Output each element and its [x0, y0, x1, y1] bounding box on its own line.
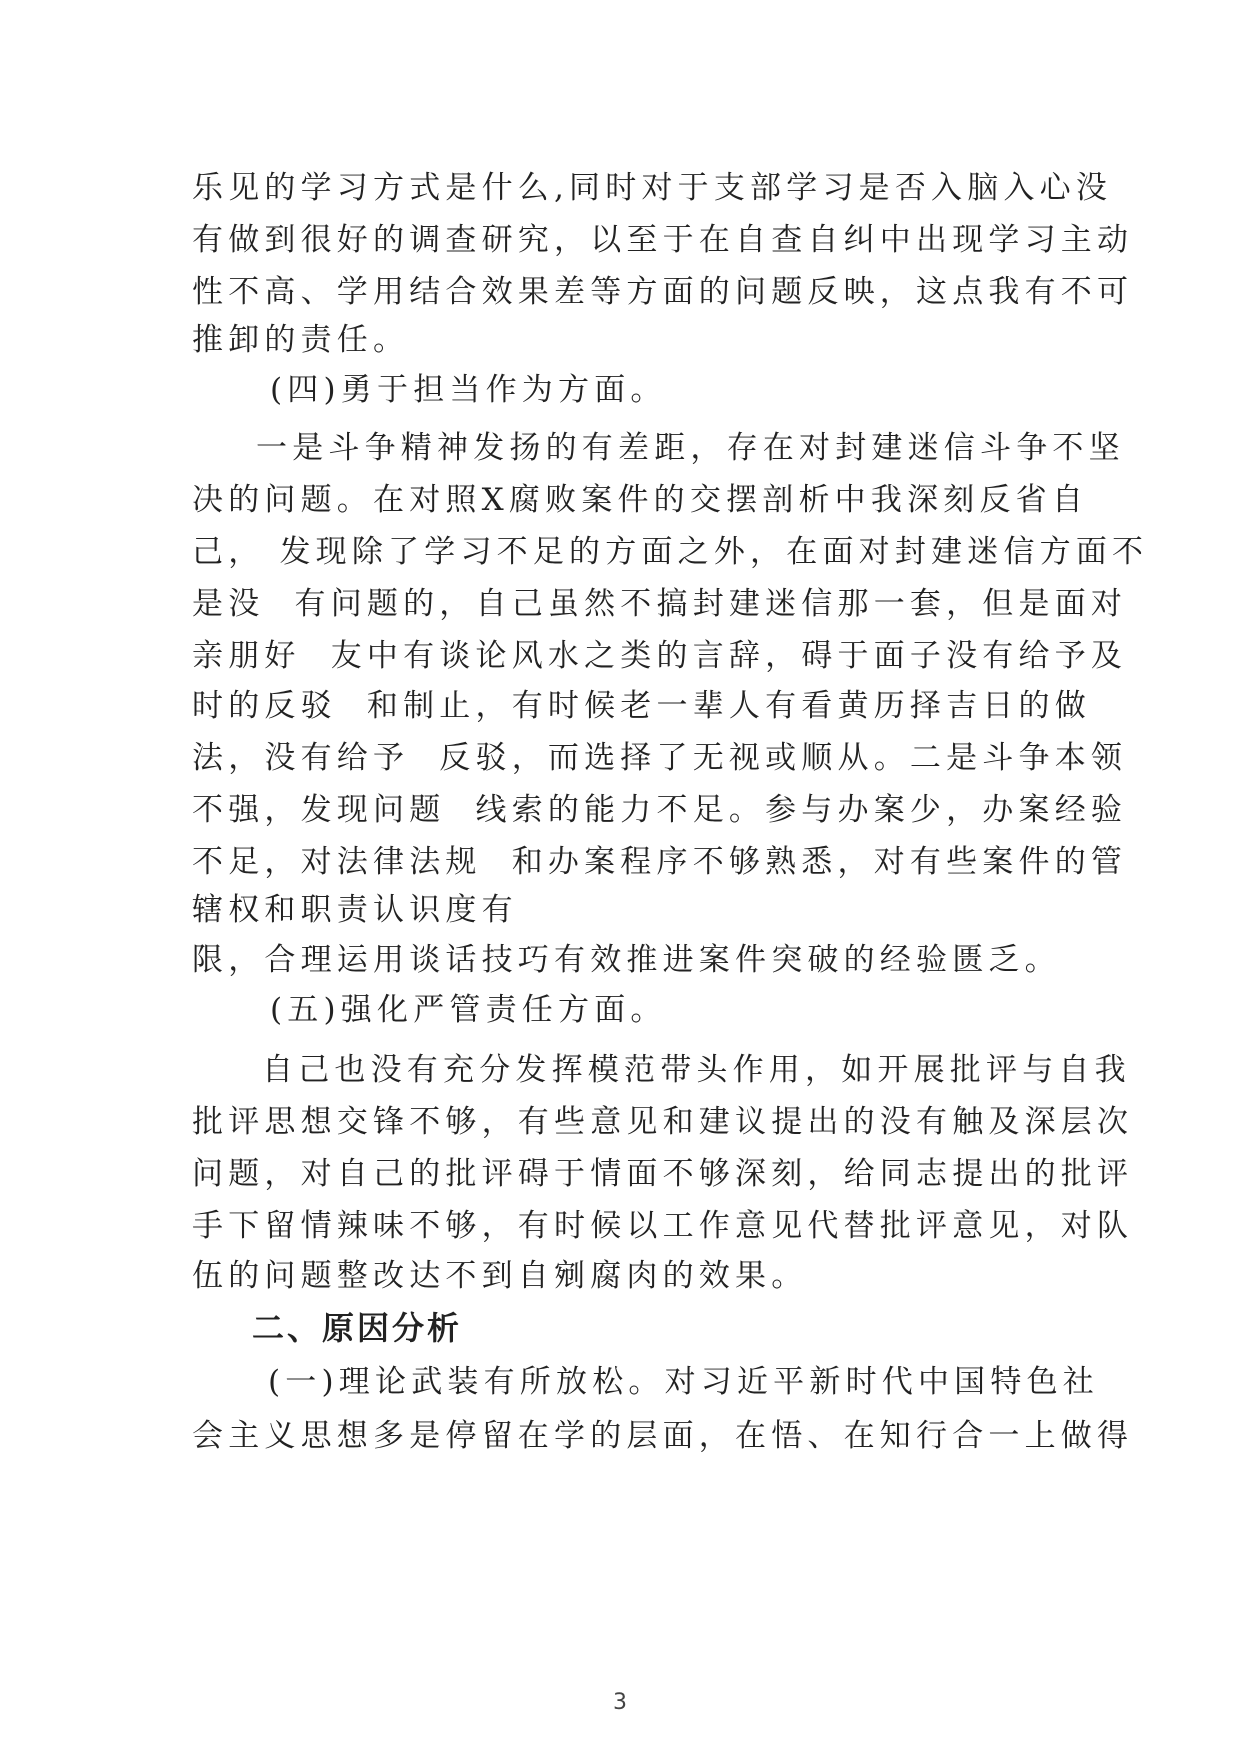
- body-line: 性不高、学用结合效果差等方面的问题反映，这点我有不可: [192, 274, 1134, 310]
- body-line: 一是斗争精神发扬的有差距，存在对封建迷信斗争不坚: [256, 430, 1125, 466]
- section-heading: 二、原因分析: [252, 1309, 463, 1347]
- body-line: 亲朋好 友中有谈论风水之类的言辞，碍于面子没有给予及: [192, 638, 1128, 674]
- body-line: 时的反驳 和制止，有时候老一辈人有看黄历择吉日的做: [192, 688, 1091, 724]
- body-line: 问题，对自己的批评碍于情面不够深刻，给同志提出的批评: [192, 1156, 1134, 1192]
- body-line: 自己也没有充分发挥模范带头作用，如开展批评与自我: [262, 1052, 1131, 1088]
- body-line: 限，合理运用谈话技巧有效推进案件突破的经验匮乏。: [192, 942, 1061, 978]
- body-line: 有做到很好的调查研究，以至于在自查自纠中出现学习主动: [192, 222, 1134, 258]
- body-line: 会主义思想多是停留在学的层面，在悟、在知行合一上做得: [192, 1418, 1134, 1454]
- body-line: (一)理论武装有所放松。对习近平新时代中国特色社: [268, 1364, 1099, 1400]
- body-line: 法，没有给予 反驳，而选择了无视或顺从。二是斗争本领: [192, 740, 1128, 776]
- body-line: 是没 有问题的，自己虽然不搞封建迷信那一套，但是面对: [192, 586, 1128, 622]
- body-line: 批评思想交锋不够，有些意见和建议提出的没有触及深层次: [192, 1104, 1134, 1140]
- section-subtitle: (四)勇于担当作为方面。: [270, 372, 667, 408]
- body-line: 乐见的学习方式是什么,同时对于支部学习是否入脑入心没: [192, 170, 1113, 206]
- body-line: 不强，发现问题 线索的能力不足。参与办案少，办案经验: [192, 792, 1128, 828]
- section-subtitle: (五)强化严管责任方面。: [270, 992, 667, 1028]
- body-line: 推卸的责任。: [192, 322, 410, 358]
- body-line: 伍的问题整改达不到自剜腐肉的效果。: [192, 1258, 808, 1294]
- page-number: 3: [613, 1690, 627, 1715]
- body-line: 决的问题。在对照X腐败案件的交摆剖析中我深刻反省自: [192, 482, 1089, 518]
- body-line: 手下留情辣味不够，有时候以工作意见代替批评意见，对队: [192, 1208, 1134, 1244]
- body-line: 辖权和职责认识度有: [192, 892, 518, 928]
- body-line: 己， 发现除了学习不足的方面之外，在面对封建迷信方面不: [192, 534, 1149, 570]
- body-line: 不足，对法律法规 和办案程序不够熟悉，对有些案件的管: [192, 844, 1128, 880]
